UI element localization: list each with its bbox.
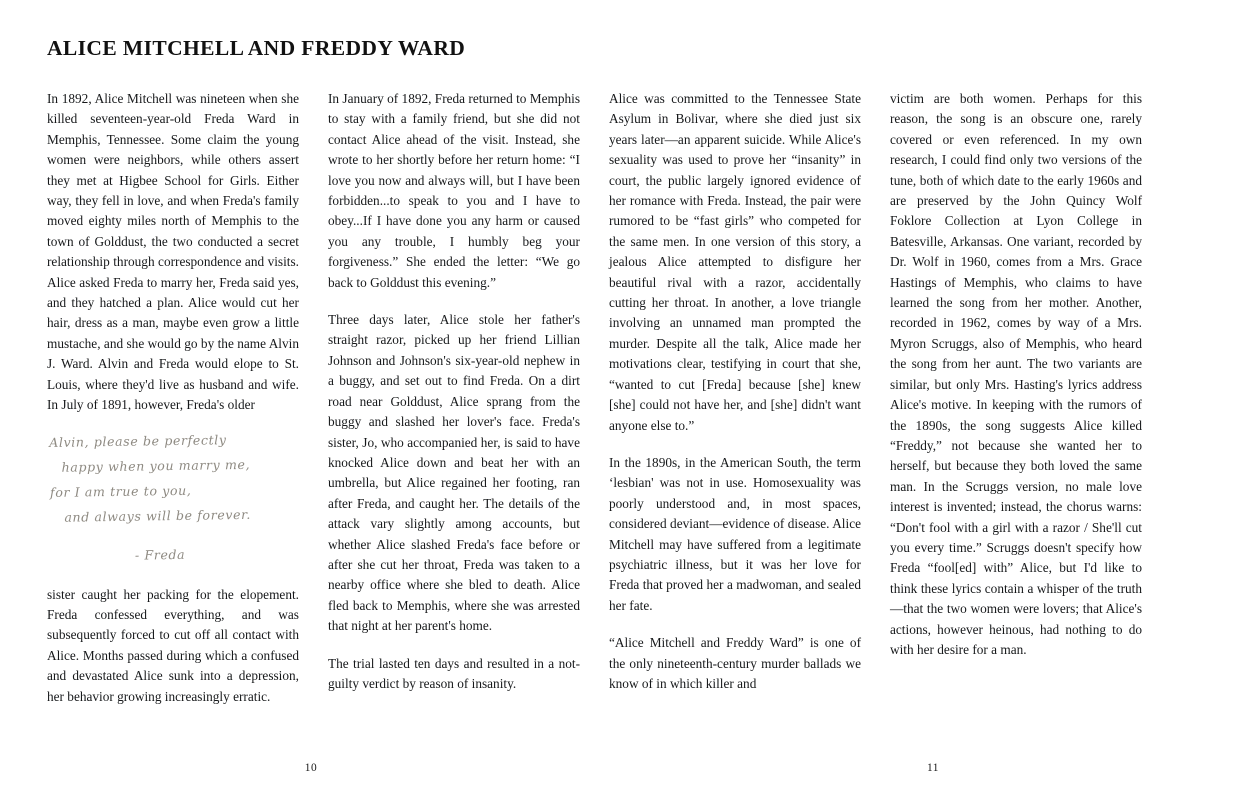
paragraph: “Alice Mitchell and Freddy Ward” is one of the only nineteenth-century murder ballads we know of in which killer and [609,635,861,691]
column-4 [890,89,1142,660]
paragraph: In January of 1892, Freda returned to Memphis to stay with a family friend, but she did not contact Alice ahead of the visit. Instead, she wrote to her shortly before her return home: “I love you now and always will, but I have been forbidden...to speak to you and I have to obey...If I have done you any harm or caused you any trouble, I humbly beg your forgiveness.” She ended the letter: “We go back to Golddust this evening.” [328,91,580,290]
paragraph: In the 1890s, in the American South, the term ‘lesbian' was not in use. Homosexuality was poorly understood and, in most spaces, considered deviant—evidence of disease. Alice Mitchell may have suffered from a legitimate psychiatric illness, but it was her love for Freda that proved her a madwoman, and sealed her fate. [609,454,861,613]
handwritten-line: Alvin, please be perfectly [49,431,227,450]
handwritten-signature: - Freda [134,546,186,563]
paragraph: sister caught her packing for the elopement. Freda confessed everything, and was subsequently forced to cut off all contact with Alice. Months passed during which a confused and devastated Alice sunk into a depression, her behavior growing increasingly erratic. [47,586,299,704]
page-number-left: 10 [304,762,318,774]
page-number-right: 11 [927,762,939,774]
paragraph: In 1892, Alice Mitchell was nineteen when she killed seventeen-year-old Freda Ward in Memphis, Tennessee. Some claim the young women were neighbors, while others assert they met at Higbee School for Girls. Either way, they fell in love, and when Freda's family moved eighty miles north of Memphis to the town of Golddust, the two conducted a secret relationship through correspondence and visits. Alice asked Freda to marry her, Freda said yes, and they hatched a plan. Alice would cut her hair, dress as a man, maybe even grow a little mustache, and she would go by the name Alvin J. Ward. Alvin and Freda would elope to St. Louis, where they'd live as husband and wife. In July of 1891, however, Freda's older [47,91,299,413]
text-columns [47,89,1199,749]
column-1 [47,89,299,707]
handwritten-line: and always will be forever. [64,506,252,525]
page-title: ALICE MITCHELL AND FREDDY WARD [47,36,466,60]
column-3 [609,89,861,694]
paragraph: The trial lasted ten days and resulted in a not-guilty verdict by reason of insanity. [328,655,580,691]
handwritten-line: happy when you marry me, [61,456,251,475]
handwritten-line: for I am true to you, [49,482,192,500]
column-2 [328,89,580,694]
handwritten-note [47,426,301,569]
paragraph: Three days later, Alice stole her father's straight razor, picked up her friend Lillian Johnson and Johnson's six-year-old nephew in a buggy, and set out to find Freda. On a dirt road near Golddust, Alice sprang from the buggy and slashed her lover's face. Freda's sister, Jo, who accompanied her, is said to have knocked Alice down and beat her with an umbrella, but Alice regained her footing, ran after Freda, and caught her. The details of the attack vary slightly among accounts, but whether Alice slashed Freda's face before or after she cut her throat, Freda was taken to a nearby office where she bled to death. Alice fled back to Memphis, where she was arrested that night at her parent's home. [328,312,580,634]
paragraph: Alice was committed to the Tennessee State Asylum in Bolivar, where she died just six years later—an apparent suicide. While Alice's sexuality was used to prove her “insanity” in court, the public largely ignored evidence of her romance with Freda. Instead, the pair were rumored to be “fast girls” who competed for the same men. In one version of this story, a jealous Alice attempted to disfigure her beautiful rival with a razor, accidentally cutting her throat. In another, a love triangle involving an unnamed man prompted the murder. Despite all the talk, Alice made her motivations clear, testifying in court that she, “wanted to cut [Freda] because [she] knew [she] could not have her, and [she] didn't want anyone else to.” [609,91,861,433]
paragraph: victim are both women. Perhaps for this reason, the song is an obscure one, rarely covered or even referenced. In my own research, I could find only two versions of the tune, both of which date to the early 1960s and are preserved by the John Quincy Wolf Foklore Collection at Lyon College in Batesville, Arkansas. One variant, recorded by Dr. Wolf in 1960, comes from a Mrs. Grace Hastings of Memphis, who claims to have learned the song from her mother. Another, recorded in 1962, comes by way of a Mrs. Myron Scruggs, also of Memphis, who heard the song from her aunt. The two variants are similar, but only Mrs. Hasting's lyrics address Alice's motive. In keeping with the rumors of the 1890s, the song suggests Alice killed “Freddy,” not because she wanted her to herself, but because they both loved the same man. In the Scruggs version, no male love interest is invented; instead, the chorus warns: “Don't fool with a girl with a razor / She'll cut you every time.” Scruggs doesn't specify how Freda “fool[ed] with” Alice, but I'd like to think these lyrics contain a whisper of the truth—that the two women were lovers; that Alice's actions, however heinous, had nothing to do with her desire for a man. [890,91,1142,657]
